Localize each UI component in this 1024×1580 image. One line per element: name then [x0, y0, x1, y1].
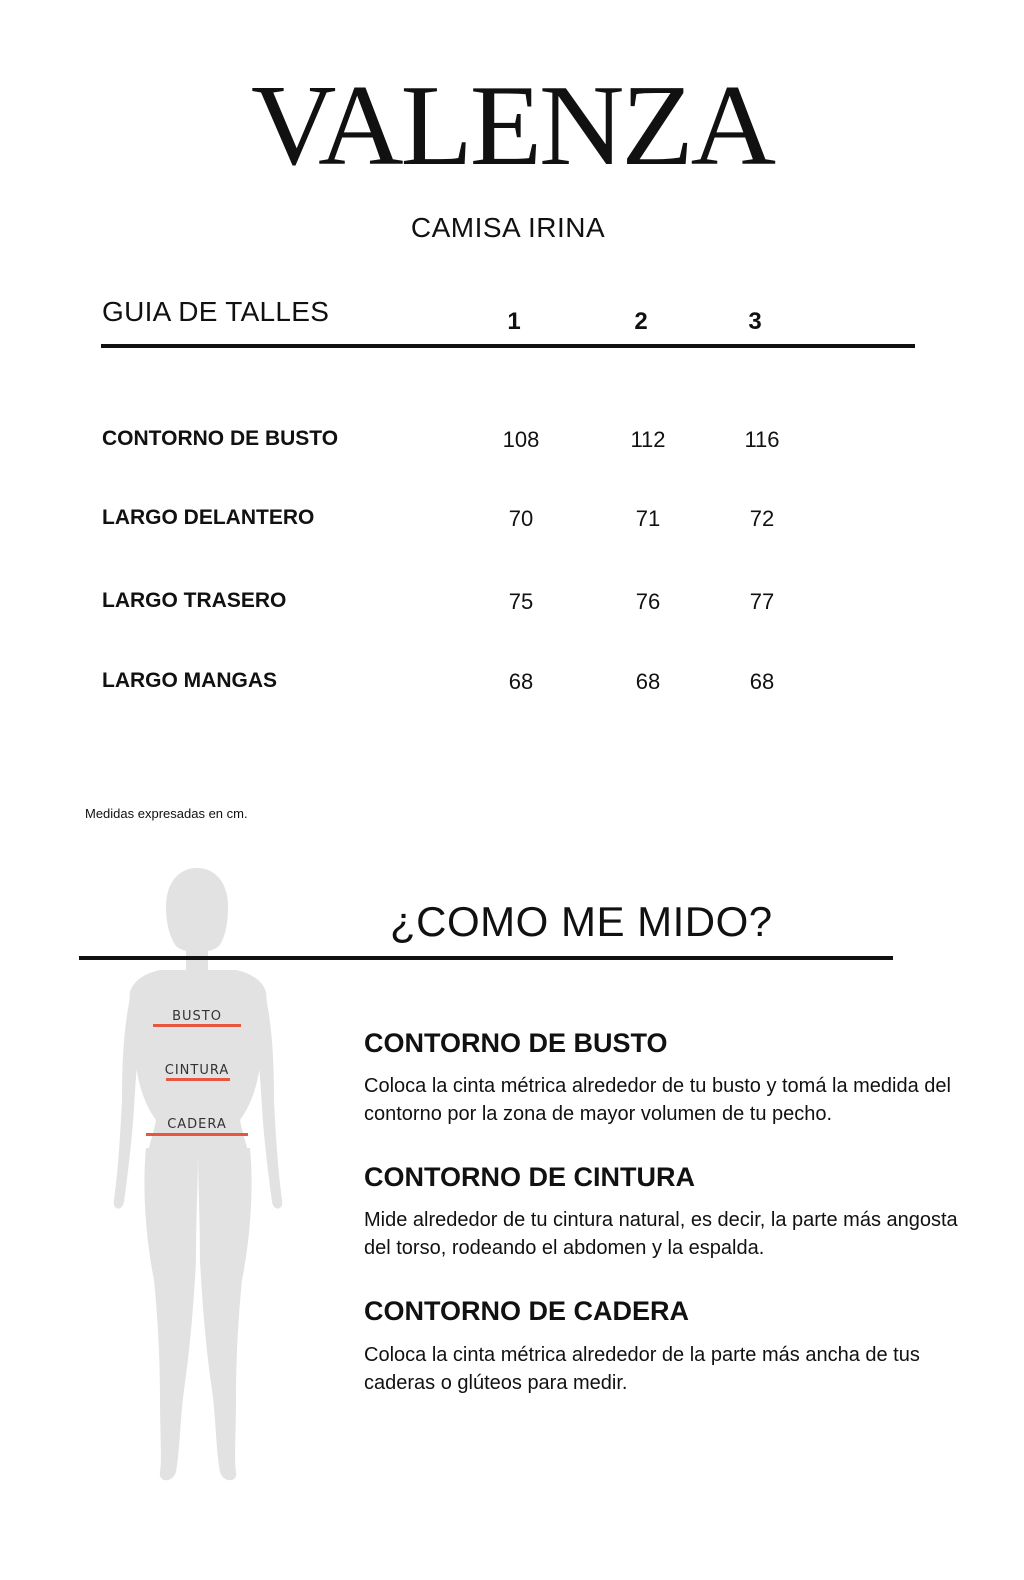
size-header-2: 2 [634, 308, 648, 335]
table-cell: 71 [635, 506, 661, 531]
size-header-1: 1 [507, 308, 521, 335]
units-note: Medidas expresadas en cm. [85, 806, 248, 821]
table-cell: 70 [508, 506, 534, 531]
section-text-cadera: Coloca la cinta métrica alrededor de la parte más ancha de tus caderas o glúteos para medir. [364, 1344, 920, 1394]
table-cell: 77 [749, 589, 775, 614]
figure-label-cintura: CINTURA [164, 1063, 230, 1078]
size-guide-title: GUIA DE TALLES [102, 296, 330, 327]
section-text-cintura: Mide alrededor de tu cintura natural, es decir, la parte más angosta del torso, rodeando el abdomen y la espalda. [364, 1209, 958, 1259]
table-cell: 76 [635, 589, 661, 614]
brand-logo: VALENZA [251, 62, 773, 190]
table-cell: 108 [502, 427, 540, 452]
product-name: CAMISA IRINA [410, 212, 606, 243]
table-cell: 116 [744, 427, 780, 452]
section-text-busto: Coloca la cinta métrica alrededor de tu busto y tomá la medida del contorno por la zona de mayor volumen de tu pecho. [364, 1075, 951, 1125]
header-divider [101, 344, 915, 348]
how-to-measure-title: ¿COMO ME MIDO? [390, 898, 773, 945]
table-cell: 68 [635, 669, 661, 694]
section-title-busto: CONTORNO DE BUSTO [364, 1028, 668, 1058]
section-title-cadera: CONTORNO DE CADERA [364, 1296, 690, 1326]
table-cell: 68 [749, 669, 775, 694]
table-cell: 112 [630, 427, 666, 452]
size-header-3: 3 [748, 308, 762, 335]
figure-label-cadera: CADERA [167, 1117, 227, 1132]
body-figure-illustration [100, 860, 300, 1490]
how-to-divider [79, 956, 893, 960]
row-label-largo-delantero: LARGO DELANTERO [102, 506, 315, 529]
section-title-cintura: CONTORNO DE CINTURA [364, 1162, 696, 1192]
row-label-largo-mangas: LARGO MANGAS [102, 669, 277, 692]
table-cell: 72 [749, 506, 775, 531]
row-label-busto: CONTORNO DE BUSTO [102, 427, 339, 450]
figure-label-busto: BUSTO [172, 1009, 222, 1024]
table-cell: 68 [508, 669, 534, 694]
table-cell: 75 [508, 589, 534, 614]
row-label-largo-trasero: LARGO TRASERO [102, 589, 287, 612]
